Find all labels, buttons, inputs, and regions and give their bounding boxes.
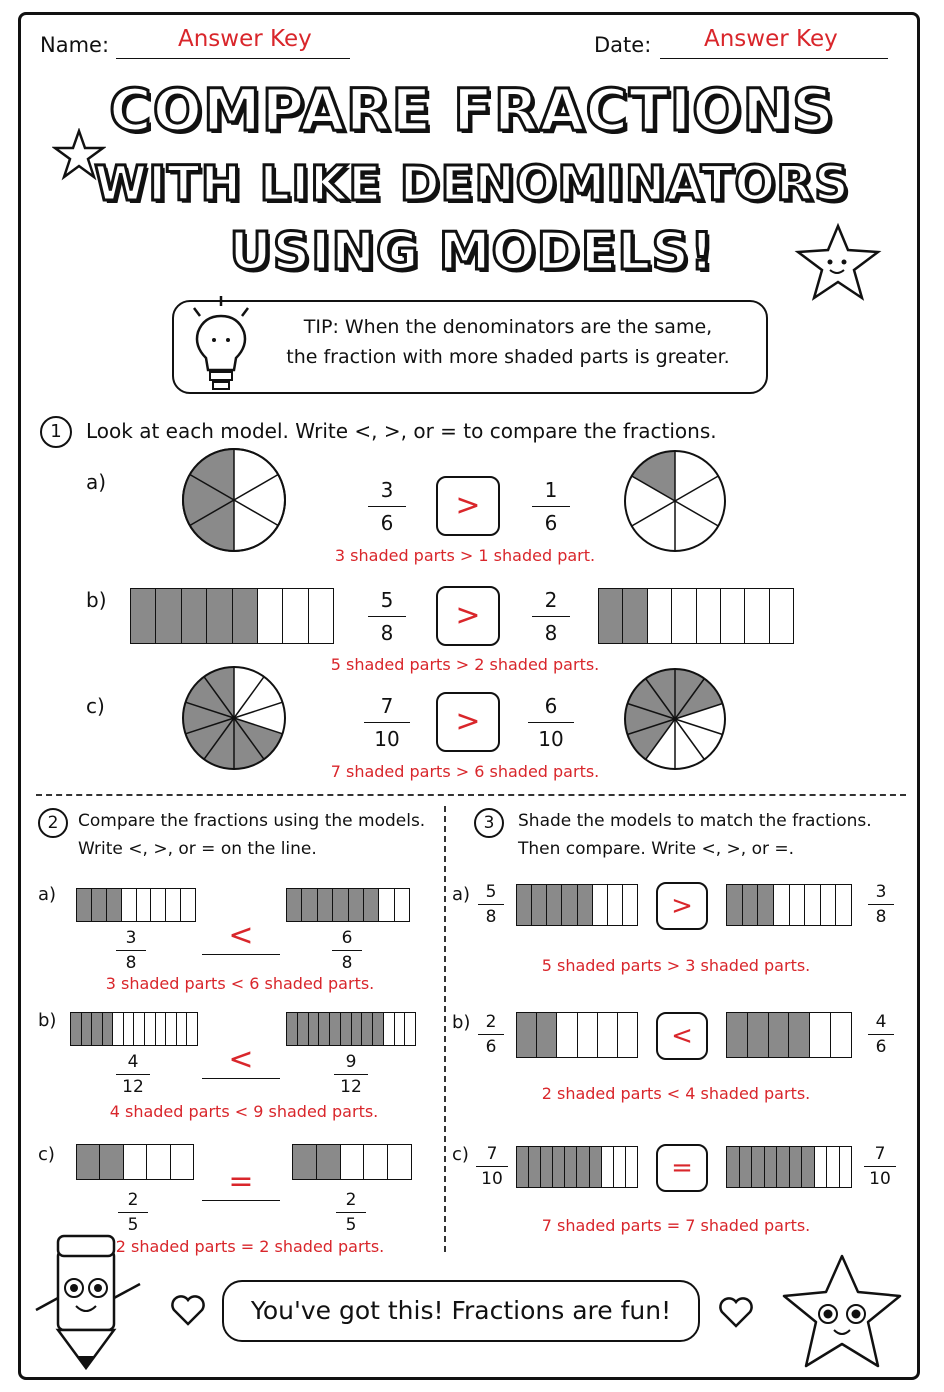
fraction-2c-right: 2 5 bbox=[336, 1190, 366, 1235]
fraction-3a-left: 5 8 bbox=[478, 882, 504, 927]
explanation-2b: 4 shaded parts < 9 shaded parts. bbox=[109, 1102, 379, 1121]
item-3b-letter: b) bbox=[452, 1012, 471, 1033]
fraction-1c-right: 6 10 bbox=[528, 694, 574, 751]
happy-star-mascot-icon bbox=[776, 1250, 908, 1374]
section-3-number: 3 bbox=[474, 808, 504, 838]
explanation-1a: 3 shaded parts > 1 shaded part. bbox=[334, 546, 596, 565]
fraction-1b-left: 5 8 bbox=[368, 588, 406, 645]
name-value[interactable]: Answer Key bbox=[178, 26, 312, 52]
section-3-instruction-1: Shade the models to match the fractions. bbox=[518, 811, 872, 831]
star-doodle-icon bbox=[52, 128, 106, 182]
fraction-2b-right: 9 12 bbox=[334, 1052, 368, 1097]
explanation-1b: 5 shaded parts > 2 shaded parts. bbox=[330, 655, 600, 674]
title-line-1: COMPARE FRACTIONS bbox=[109, 76, 835, 144]
heart-right-icon bbox=[718, 1296, 754, 1328]
item-3a-letter: a) bbox=[452, 884, 471, 905]
section-2-number: 2 bbox=[38, 808, 68, 838]
date-label: Date: bbox=[594, 33, 652, 57]
heart-left-icon bbox=[170, 1294, 206, 1326]
fraction-3a-right: 3 8 bbox=[868, 882, 894, 927]
explanation-2c: 2 shaded parts = 2 shaded parts. bbox=[115, 1237, 385, 1256]
fraction-3b-right: 4 6 bbox=[868, 1012, 894, 1057]
fraction-2b-left: 4 12 bbox=[116, 1052, 150, 1097]
item-2c-letter: c) bbox=[38, 1144, 55, 1165]
name-label: Name: bbox=[40, 33, 110, 57]
bar-model-2-8 bbox=[598, 588, 794, 644]
bar-model-2c-right bbox=[292, 1144, 412, 1180]
fraction-2a-left: 3 8 bbox=[116, 928, 146, 973]
circle-model-7-10 bbox=[180, 664, 288, 772]
answer-line-2c bbox=[202, 1200, 280, 1201]
item-1c-letter: c) bbox=[86, 694, 105, 718]
answer-2c[interactable]: = bbox=[228, 1164, 254, 1199]
section-1-instruction: Look at each model. Write <, >, or = to compare the fractions. bbox=[86, 419, 717, 443]
tip-line-1: TIP: When the denominators are the same, bbox=[303, 316, 713, 338]
circle-model-1-6 bbox=[622, 448, 728, 554]
bar-model-2a-right bbox=[286, 888, 410, 922]
bar-model-2b-left bbox=[70, 1012, 198, 1046]
pencil-mascot-icon bbox=[24, 1228, 152, 1374]
answer-box-1c[interactable]: > bbox=[436, 692, 500, 752]
bar-model-3c-right[interactable] bbox=[726, 1146, 852, 1188]
answer-2b[interactable]: < bbox=[228, 1042, 254, 1077]
date-value[interactable]: Answer Key bbox=[704, 26, 838, 52]
answer-line-2a bbox=[202, 954, 280, 955]
fraction-2a-right: 6 8 bbox=[332, 928, 362, 973]
column-divider bbox=[444, 806, 446, 1252]
section-1-number: 1 bbox=[40, 416, 72, 448]
bar-model-2b-right bbox=[286, 1012, 416, 1046]
bar-model-5-8 bbox=[130, 588, 334, 644]
fraction-2c-left: 2 5 bbox=[118, 1190, 148, 1235]
section-3-instruction-2: Then compare. Write <, >, or =. bbox=[518, 839, 795, 859]
item-2a-letter: a) bbox=[38, 884, 57, 905]
date-line bbox=[660, 58, 888, 59]
item-1b-letter: b) bbox=[86, 588, 107, 612]
title-line-3: USING MODELS! bbox=[229, 222, 715, 282]
answer-box-3b[interactable]: < bbox=[656, 1012, 708, 1060]
bar-model-3b-left[interactable] bbox=[516, 1012, 638, 1058]
answer-2a[interactable]: < bbox=[228, 918, 254, 953]
item-2b-letter: b) bbox=[38, 1010, 57, 1031]
fraction-1b-right: 2 8 bbox=[532, 588, 570, 645]
answer-box-1a[interactable]: > bbox=[436, 476, 500, 536]
name-line bbox=[116, 58, 350, 59]
item-3c-letter: c) bbox=[452, 1144, 469, 1165]
item-1a-letter: a) bbox=[86, 470, 107, 494]
section-divider bbox=[36, 794, 906, 796]
bar-model-2a-left bbox=[76, 888, 196, 922]
circle-model-3-6 bbox=[180, 446, 288, 554]
explanation-3a: 5 shaded parts > 3 shaded parts. bbox=[541, 956, 811, 975]
bar-model-3a-left[interactable] bbox=[516, 884, 638, 926]
section-2-instruction-1: Compare the fractions using the models. bbox=[78, 811, 426, 831]
answer-line-2b bbox=[202, 1078, 280, 1079]
encouragement-bubble: You've got this! Fractions are fun! bbox=[222, 1280, 700, 1342]
explanation-1c: 7 shaded parts > 6 shaded parts. bbox=[330, 762, 600, 781]
answer-box-3c[interactable]: = bbox=[656, 1144, 708, 1192]
explanation-3b: 2 shaded parts < 4 shaded parts. bbox=[541, 1084, 811, 1103]
bar-model-2c-left bbox=[76, 1144, 194, 1180]
fraction-3c-left: 7 10 bbox=[476, 1144, 508, 1189]
tip-line-2: the fraction with more shaded parts is greater. bbox=[286, 346, 730, 368]
title-line-2: WITH LIKE DENOMINATORS bbox=[94, 156, 850, 212]
fraction-1a-left: 3 6 bbox=[368, 478, 406, 535]
answer-box-1b[interactable]: > bbox=[436, 586, 500, 646]
answer-box-3a[interactable]: > bbox=[656, 882, 708, 930]
fraction-3c-right: 7 10 bbox=[864, 1144, 896, 1189]
explanation-3c: 7 shaded parts = 7 shaded parts. bbox=[541, 1216, 811, 1235]
explanation-2a: 3 shaded parts < 6 shaded parts. bbox=[105, 974, 375, 993]
fraction-3b-left: 2 6 bbox=[478, 1012, 504, 1057]
bar-model-3c-left[interactable] bbox=[516, 1146, 638, 1188]
smiling-star-icon bbox=[790, 222, 886, 302]
fraction-1a-right: 1 6 bbox=[532, 478, 570, 535]
circle-model-6-10 bbox=[622, 666, 728, 772]
section-2-instruction-2: Write <, >, or = on the line. bbox=[78, 839, 317, 859]
fraction-1c-left: 7 10 bbox=[364, 694, 410, 751]
bar-model-3b-right[interactable] bbox=[726, 1012, 852, 1058]
bar-model-3a-right[interactable] bbox=[726, 884, 852, 926]
